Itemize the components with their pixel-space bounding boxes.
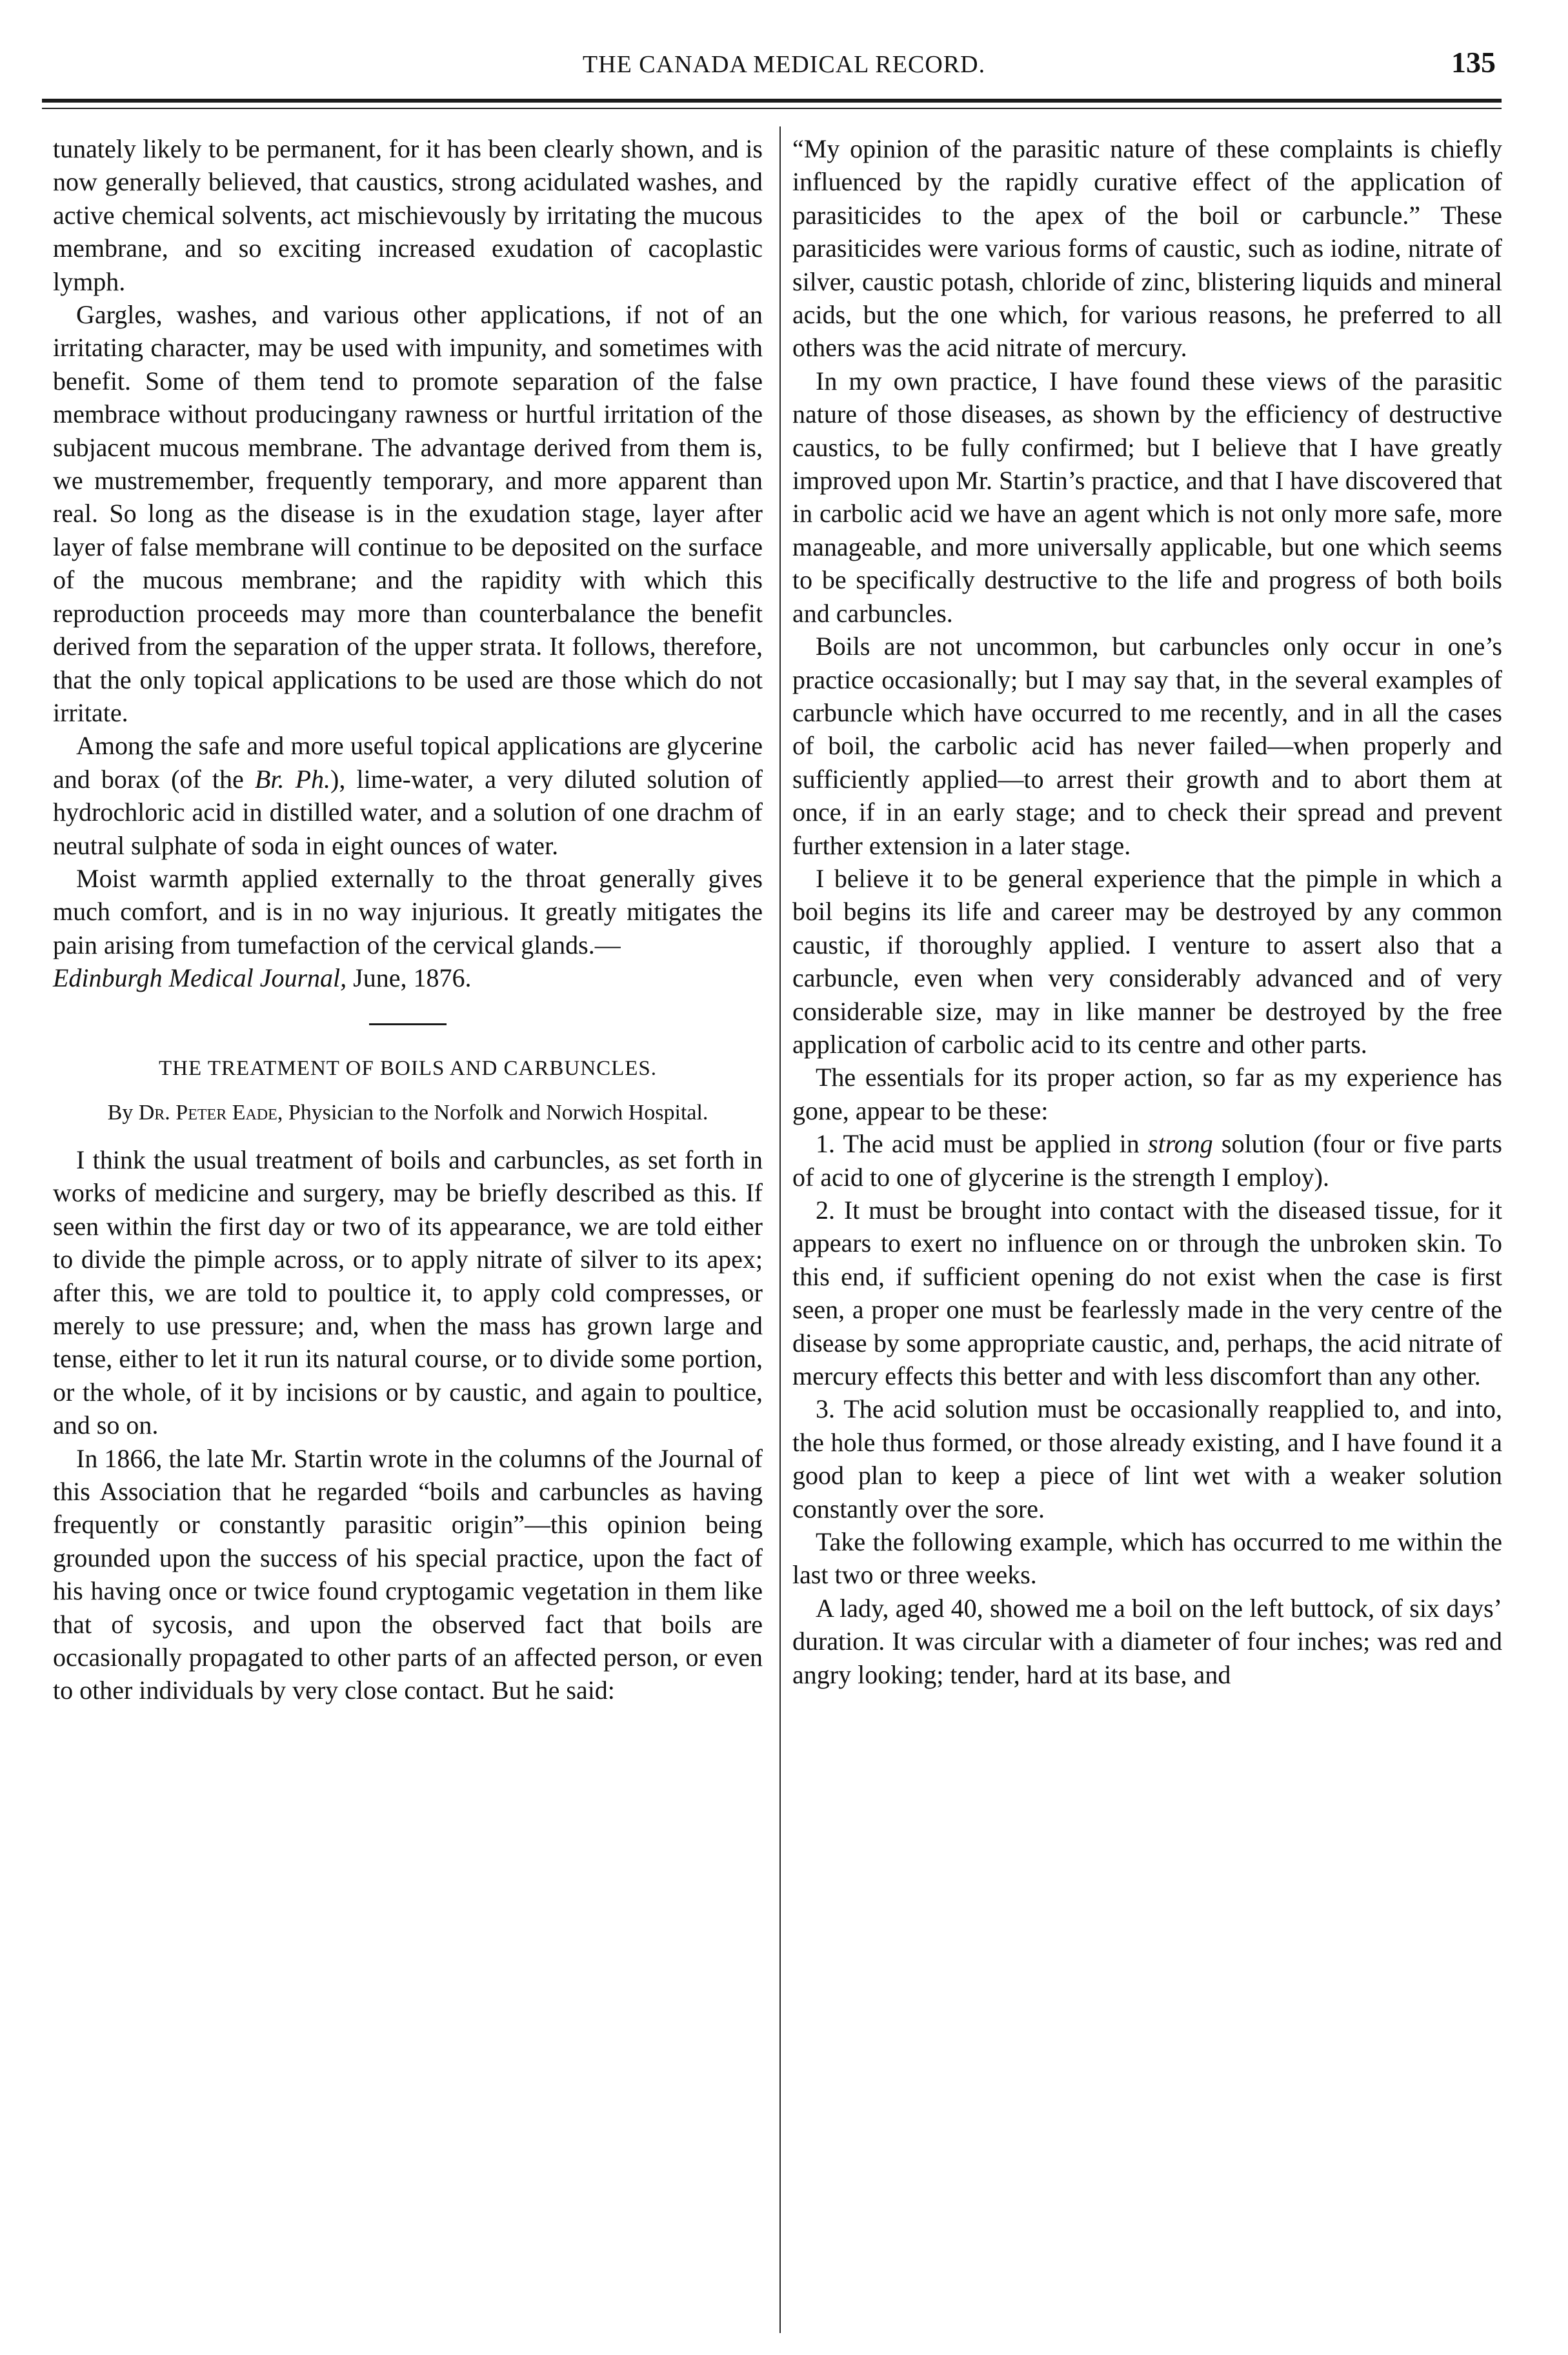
running-head: THE CANADA MEDICAL RECORD.: [582, 51, 986, 78]
paragraph: [792, 1127, 1502, 1194]
right-column: [792, 132, 1502, 2326]
header-rule-thin: [42, 108, 1502, 109]
source-date: June, 1876.: [347, 963, 472, 993]
paragraph: In 1866, the late Mr. Startin wrote in the columns of the Journal of this Association that he regarded “boils and carbuncles as having frequently or constantly parasitic origin”—this opinion being grounded upon the success of his special practice, upon the fact of his having once or twice found cryptogamic vegetation in them like that of sycosis, and upon the observed fact that boils are occasionally propagated to other parts of an affected person, or even to other individuals by very close contact. But he said:: [53, 1443, 763, 1705]
header-rule-thick: [42, 99, 1502, 103]
text-run: 1. The acid must be applied in: [816, 1129, 1149, 1159]
paragraph: In my own practice, I have found these views of the parasitic nature of those diseases, as shown by the efficiency of destructive caustics, to be fully confirmed; but I believe that I have greatly improved upon Mr. Startin’s practice, and that I have discovered that in carbolic acid we have an agent which is not only more safe, more manageable, and more universally applicable, but one which seems to be specifically destructive to the life and progress of both boils and carbuncles.: [792, 366, 1502, 628]
pharmacopoeia-ref: Br. Ph.: [254, 764, 331, 794]
paragraph: [53, 862, 763, 995]
paragraph: I think the usual treatment of boils and carbuncles, as set forth in works of medicine and surgery, may be briefly described as this. If seen within the first day or two of its appearance, we are told either to divide the pimple across, or to apply nitrate of silver to its apex; after this, we are told to poultice it, to apply cold compresses, or merely to use pressure; and, when the mass has grown large and tense, either to let it run its natural course, or to divide some portion, or the whole, of it by incisions or by caustic, and again to poultice, and so on.: [53, 1145, 763, 1440]
paragraph: The essentials for its proper action, so far as my experience has gone, appear to be these:: [792, 1063, 1502, 1125]
paragraph: tunately likely to be permanent, for it has been clearly shown, and is now generally believed, that caustics, strong acidulated washes, and active chemical solvents, act mischievously by irritating the mucous membrane, and so exciting increased exudation of cacoplastic lymph.: [53, 134, 763, 296]
paragraph: I believe it to be general experience that the pimple in which a boil begins its life and career may be destroyed by any common caustic, if thoroughly applied. I venture to assert also that a carbuncle, even when very considerably advanced and of very considerable size, may in like manner be destroyed by the free application of carbolic acid to its centre and other parts.: [792, 863, 1502, 1059]
byline-by: By: [107, 1100, 139, 1125]
paragraph: Take the following example, which has occurred to me within the last two or three weeks.: [792, 1527, 1502, 1590]
text-run: ), lime-water, a very diluted solution of hydrochloric acid in distilled water, and a solution of one drachm of neutral sulphate of soda in eight ounces of water.: [53, 764, 763, 860]
paragraph: Gargles, washes, and various other applications, if not of an irritating character, may be used with impunity, and sometimes with benefit. Some of them tend to promote separation of the false membrace without producingany rawness or hurtful irritation of the subjacent mucous membrane. The advantage derived from them is, we mustremember, frequently temporary, and more apparent than real. So long as the disease is in the exudation stage, layer after layer of false membrane will continue to be deposited on the surface of the mucous membrane; and the rapidity with which this reproduction proceeds may more than counterbalance the benefit derived from the separation of the upper strata. It follows, therefore, that the only topical applications to be used are those which do not irritate.: [53, 300, 763, 727]
author-name: Dr. Peter Eade: [138, 1100, 277, 1125]
column-divider: [779, 126, 781, 2333]
text-run: Moist warmth applied externally to the throat generally gives much comfort, and is in no way injurious. It greatly mitigates the pain arising from tumefaction of the cervical glands.—: [53, 863, 763, 959]
paragraph: 3. The acid solution must be occasionally reapplied to, and into, the hole thus formed, or those already existing, and I have found it a good plan to keep a piece of lint wet with a weaker solution constantly over the sore.: [792, 1394, 1502, 1523]
emphasis: strong: [1148, 1129, 1213, 1159]
author-affiliation: , Physician to the Norfolk and Norwich Hospital.: [277, 1100, 709, 1125]
page-number: 135: [1451, 46, 1496, 79]
paragraph: 2. It must be brought into contact with the diseased tissue, for it appears to exert no influence on or through the unbroken skin. To this end, if sufficient opening do not exist when the case is first seen, a proper one must be fearlessly made in the very centre of the disease by some appropriate caustic, and, perhaps, the acid nitrate of mercury effects this better and with less discomfort than any other.: [792, 1196, 1502, 1391]
text-run: solution (four or five parts of acid to one of glycerine is the strength I employ).: [792, 1129, 1502, 1192]
article-title: THE TREATMENT OF BOILS AND CARBUNCLES.: [158, 1056, 657, 1080]
text-run: Among the safe and more useful topical applications are glycerine and borax (of the: [53, 731, 763, 794]
paragraph: “My opinion of the parasitic nature of these complaints is chiefly influenced by the rapidly curative effect of the application of parasiticides to the apex of the boil or carbuncle.” These parasiticides were various forms of caustic, such as iodine, nitrate of silver, caustic potash, chloride of zinc, blistering liquids and mineral acids, but the one which, for various reasons, he preferred to all others was the acid nitrate of mercury.: [792, 134, 1502, 363]
section-divider: [369, 1023, 447, 1025]
source-citation: Edinburgh Medical Journal,: [53, 963, 347, 993]
byline: [53, 1099, 763, 1127]
page-header: [0, 45, 1568, 90]
left-column: [53, 132, 763, 2326]
paragraph: [53, 729, 763, 862]
paragraph: A lady, aged 40, showed me a boil on the left buttock, of six days’ duration. It was circular with a diameter of four inches; was red and angry looking; tender, hard at its base, and: [792, 1593, 1502, 1689]
paragraph: Boils are not uncommon, but carbuncles only occur in one’s practice occasionally; but I may say that, in the several examples of carbuncle which have occurred to me recently, and in all the cases of boil, the carbolic acid has never failed—when properly and sufficiently applied—to arrest their growth and to abort them at once, if in an early stage; and to check their spread and prevent further extension in a later stage.: [792, 632, 1502, 860]
